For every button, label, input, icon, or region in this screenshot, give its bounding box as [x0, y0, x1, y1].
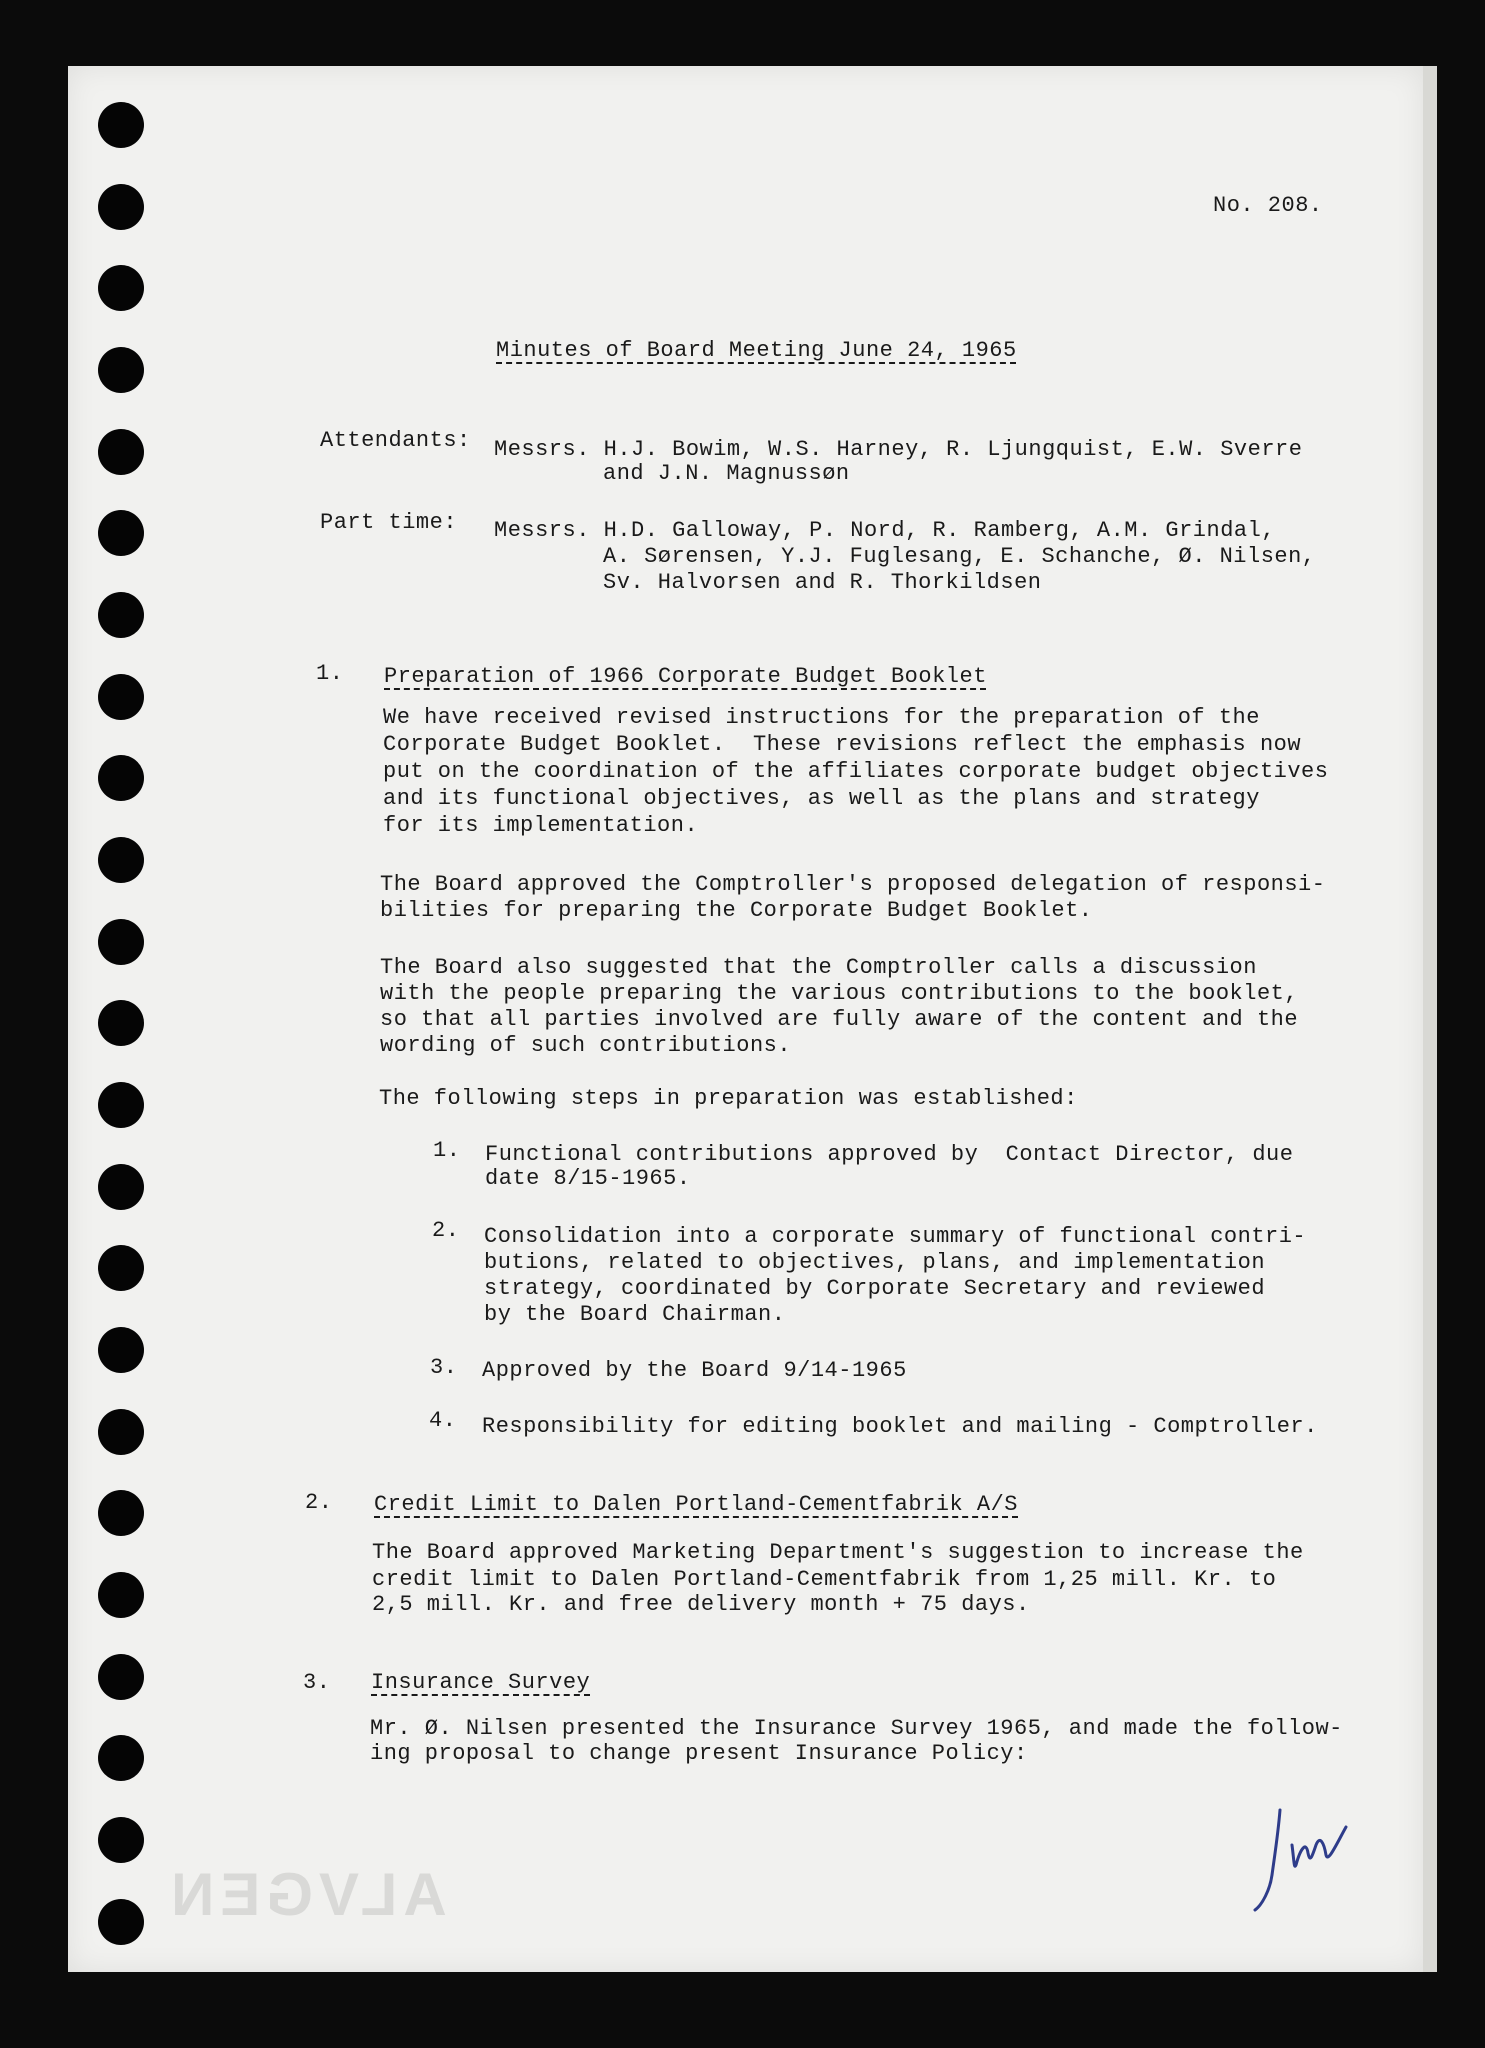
- step-number: 2.: [432, 1218, 460, 1243]
- paragraph-line: 2,5 mill. Kr. and free delivery month + 75 days.: [372, 1592, 1030, 1617]
- binder-hole: [98, 837, 144, 883]
- section-heading: Credit Limit to Dalen Portland-Cementfabrik A/S: [374, 1492, 1019, 1517]
- attendants-line: Messrs. H.J. Bowim, W.S. Harney, R. Ljungquist, E.W. Sverre: [494, 437, 1303, 462]
- binder-hole: [98, 1735, 144, 1781]
- paragraph-line: We have received revised instructions for the preparation of the: [383, 705, 1260, 730]
- binder-hole: [98, 919, 144, 965]
- parttime-label: Part time:: [320, 510, 458, 535]
- binder-hole: [98, 1164, 144, 1210]
- section-number: 2.: [305, 1490, 333, 1515]
- binder-hole: [98, 1654, 144, 1700]
- parttime-line: Messrs. H.D. Galloway, P. Nord, R. Ramberg, A.M. Grindal,: [494, 518, 1276, 543]
- section-number: 3.: [303, 1670, 331, 1695]
- step-line: Consolidation into a corporate summary of functional contri-: [484, 1224, 1307, 1249]
- step-line: Functional contributions approved by Contact Director, due: [485, 1142, 1294, 1167]
- attendants-line: and J.N. Magnussøn: [603, 461, 850, 486]
- paragraph-line: Mr. Ø. Nilsen presented the Insurance Survey 1965, and made the follow-: [370, 1716, 1343, 1741]
- binder-hole: [98, 755, 144, 801]
- paragraph-line: credit limit to Dalen Portland-Cementfabrik from 1,25 mill. Kr. to: [372, 1567, 1277, 1592]
- section-heading: Insurance Survey: [371, 1670, 591, 1695]
- step-line: strategy, coordinated by Corporate Secretary and reviewed: [484, 1276, 1266, 1301]
- paragraph-line: put on the coordination of the affiliates corporate budget objectives: [383, 759, 1329, 784]
- step-number: 4.: [429, 1408, 457, 1433]
- ghost-stamp: ALVGEN: [165, 1861, 447, 1928]
- binder-hole: [98, 1245, 144, 1291]
- paragraph-line: and its functional objectives, as well as the plans and strategy: [383, 786, 1260, 811]
- binder-hole: [98, 510, 144, 556]
- binder-hole: [98, 1817, 144, 1863]
- binder-hole: [98, 1490, 144, 1536]
- document-number: No. 208.: [1213, 193, 1323, 218]
- binder-hole: [98, 674, 144, 720]
- page-edge: [1423, 66, 1437, 1972]
- paragraph-line: ing proposal to change present Insurance Policy:: [370, 1741, 1028, 1766]
- step-number: 3.: [430, 1355, 458, 1380]
- paragraph-line: The Board approved Marketing Department's suggestion to increase the: [372, 1540, 1304, 1565]
- step-line: by the Board Chairman.: [484, 1302, 786, 1327]
- parttime-line: A. Sørensen, Y.J. Fuglesang, E. Schanche, Ø. Nilsen,: [603, 544, 1316, 569]
- binder-hole: [98, 347, 144, 393]
- paragraph-line: wording of such contributions.: [380, 1033, 792, 1058]
- paragraph-line: with the people preparing the various contributions to the booklet,: [380, 981, 1299, 1006]
- step-number: 1.: [433, 1138, 461, 1163]
- binder-hole: [98, 1572, 144, 1618]
- step-line: butions, related to objectives, plans, and implementation: [484, 1250, 1266, 1275]
- binder-hole: [98, 429, 144, 475]
- section-heading: Preparation of 1966 Corporate Budget Booklet: [384, 664, 987, 689]
- signature-initials: [1250, 1805, 1370, 1915]
- paragraph-line: for its implementation.: [383, 813, 699, 838]
- binder-hole: [98, 592, 144, 638]
- binder-hole: [98, 1327, 144, 1373]
- attendants-label: Attendants:: [320, 428, 471, 453]
- paragraph-line: The Board approved the Comptroller's proposed delegation of responsi-: [380, 872, 1326, 897]
- paragraph-line: Corporate Budget Booklet. These revisions reflect the emphasis now: [383, 732, 1302, 757]
- binder-hole: [98, 265, 144, 311]
- paragraph-line: bilities for preparing the Corporate Budget Booklet.: [380, 898, 1093, 923]
- paragraph-line: The following steps in preparation was established:: [379, 1086, 1078, 1111]
- binder-hole: [98, 1899, 144, 1945]
- page-title: Minutes of Board Meeting June 24, 1965: [496, 338, 1017, 363]
- step-line: date 8/15-1965.: [485, 1166, 691, 1191]
- binder-hole: [98, 1409, 144, 1455]
- paragraph-line: The Board also suggested that the Comptroller calls a discussion: [380, 955, 1257, 980]
- paragraph-line: so that all parties involved are fully aware of the content and the: [380, 1007, 1299, 1032]
- binder-hole: [98, 1000, 144, 1046]
- binder-hole: [98, 102, 144, 148]
- step-line: Approved by the Board 9/14-1965: [482, 1358, 907, 1383]
- binder-hole: [98, 184, 144, 230]
- step-line: Responsibility for editing booklet and mailing - Comptroller.: [482, 1414, 1318, 1439]
- binder-hole: [98, 1082, 144, 1128]
- parttime-line: Sv. Halvorsen and R. Thorkildsen: [603, 570, 1042, 595]
- section-number: 1.: [316, 661, 344, 686]
